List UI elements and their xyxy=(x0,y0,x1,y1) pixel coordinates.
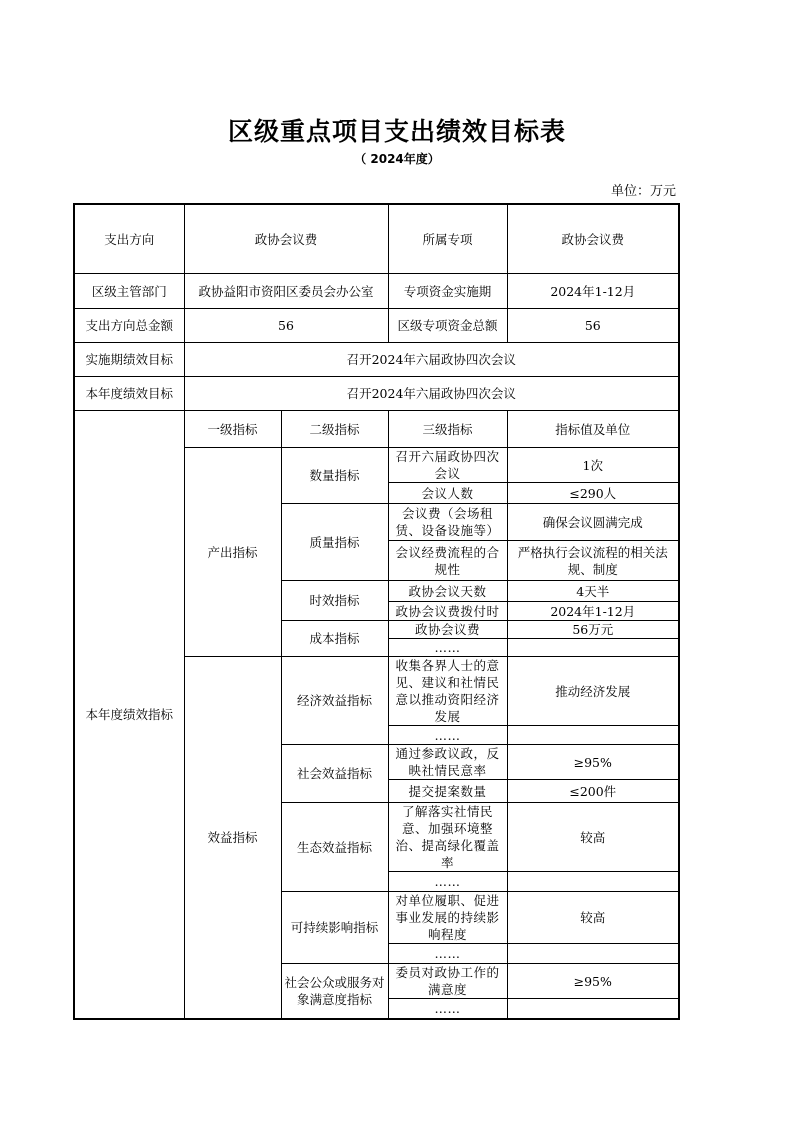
indicator-value: ≥95% xyxy=(507,745,679,780)
indicator-value: 1次 xyxy=(507,448,679,483)
indicator-value: 推动经济发展 xyxy=(507,657,679,726)
economic-label: 经济效益指标 xyxy=(281,657,388,745)
total-value: 56 xyxy=(184,309,388,343)
dept-label: 区级主管部门 xyxy=(74,274,184,309)
indicator-name: 召开六届政协四次会议 xyxy=(388,448,507,483)
indicator-value: 较高 xyxy=(507,803,679,872)
district-total-value: 56 xyxy=(507,309,679,343)
indicator-name: 政协会议费拨付时 xyxy=(388,602,507,621)
indicator-value: 确保会议圆满完成 xyxy=(507,504,679,541)
dept-value: 政协益阳市资阳区委员会办公室 xyxy=(184,274,388,309)
indicator-name: 会议经费流程的合规性 xyxy=(388,541,507,581)
col-header-4: 指标值及单位 xyxy=(507,411,679,448)
indicator-name: 收集各界人士的意见、建议和社情民意以推动资阳经济发展 xyxy=(388,657,507,726)
indicator-value xyxy=(507,872,679,892)
indicator-name: …… xyxy=(388,999,507,1019)
indicator-value xyxy=(507,944,679,964)
section-label: 本年度绩效指标 xyxy=(74,411,184,1019)
indicator-value: 严格执行会议流程的相关法规、制度 xyxy=(507,541,679,581)
special-value: 政协会议费 xyxy=(507,204,679,274)
performance-table xyxy=(73,203,680,1020)
indicator-name: …… xyxy=(388,872,507,892)
year-subtitle: （ 2024年度） xyxy=(354,152,440,166)
indicator-value: 较高 xyxy=(507,892,679,944)
indicator-value: ≤290人 xyxy=(507,483,679,504)
total-label: 支出方向总金额 xyxy=(74,309,184,343)
indicator-name: 政协会议天数 xyxy=(388,581,507,602)
indicator-value xyxy=(507,999,679,1019)
year-goal-label: 本年度绩效目标 xyxy=(74,377,184,411)
satisfaction-label: 社会公众或服务对象满意度指标 xyxy=(281,964,388,1019)
direction-value: 政协会议费 xyxy=(184,204,388,274)
col-header-2: 二级指标 xyxy=(281,411,388,448)
col-header-1: 一级指标 xyxy=(184,411,281,448)
indicator-name: 会议费（会场租赁、设备设施等） xyxy=(388,504,507,541)
indicator-name: …… xyxy=(388,944,507,964)
indicator-value: ≤200件 xyxy=(507,780,679,803)
unit-label: 单位：万元 xyxy=(610,184,676,199)
indicator-name: 通过参政议政，反映社情民意率 xyxy=(388,745,507,780)
quality-label: 质量指标 xyxy=(281,504,388,581)
period-label: 专项资金实施期 xyxy=(388,274,507,309)
year-goal-value: 召开2024年六届政协四次会议 xyxy=(184,377,679,411)
indicator-value: 2024年1-12月 xyxy=(507,602,679,621)
indicator-value xyxy=(507,639,679,657)
indicator-name: 了解落实社情民意、加强环境整治、提高绿化覆盖率 xyxy=(388,803,507,872)
ecological-label: 生态效益指标 xyxy=(281,803,388,892)
indicator-name: 委员对政协工作的满意度 xyxy=(388,964,507,999)
indicator-name: …… xyxy=(388,726,507,745)
cost-label: 成本指标 xyxy=(281,621,388,657)
indicator-name: 提交提案数量 xyxy=(388,780,507,803)
district-total-label: 区级专项资金总额 xyxy=(388,309,507,343)
indicator-name: 政协会议费 xyxy=(388,621,507,639)
social-label: 社会效益指标 xyxy=(281,745,388,803)
sustainable-label: 可持续影响指标 xyxy=(281,892,388,964)
direction-label: 支出方向 xyxy=(74,204,184,274)
timeliness-label: 时效指标 xyxy=(281,581,388,621)
indicator-name: …… xyxy=(388,639,507,657)
impl-goal-value: 召开2024年六届政协四次会议 xyxy=(184,343,679,377)
benefit-label: 效益指标 xyxy=(184,657,281,1019)
page-title: 区级重点项目支出绩效目标表 xyxy=(227,117,566,146)
output-label: 产出指标 xyxy=(184,448,281,657)
indicator-value: 4天半 xyxy=(507,581,679,602)
col-header-3: 三级指标 xyxy=(388,411,507,448)
indicator-value xyxy=(507,726,679,745)
indicator-value: ≥95% xyxy=(507,964,679,999)
indicator-name: 会议人数 xyxy=(388,483,507,504)
indicator-value: 56万元 xyxy=(507,621,679,639)
indicator-name: 对单位履职、促进事业发展的持续影响程度 xyxy=(388,892,507,944)
special-label: 所属专项 xyxy=(388,204,507,274)
impl-goal-label: 实施期绩效目标 xyxy=(74,343,184,377)
quantity-label: 数量指标 xyxy=(281,448,388,504)
period-value: 2024年1-12月 xyxy=(507,274,679,309)
